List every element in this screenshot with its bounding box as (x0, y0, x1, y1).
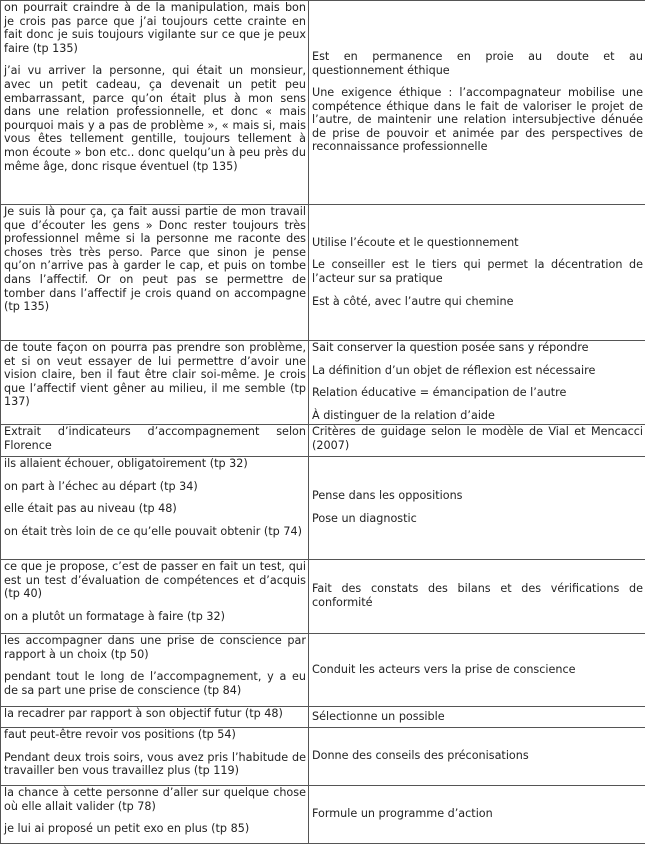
criterion-text: Pose un diagnostic (312, 512, 643, 526)
excerpt-text: la chance à cette personne d’aller sur quelque chose où elle allait valider (tp 78) (4, 786, 306, 813)
excerpt-text: faut peut-être revoir vos positions (tp 54) (4, 728, 306, 742)
excerpt-text: on pourrait craindre à de la manipulation, mais bon je crois pas parce que j’ai toujours cette crainte en fait donc je suis toujours vigilante sur ce que je peux faire (tp 135) (4, 1, 306, 55)
excerpt-text: Pendant deux trois soirs, vous avez pris l’habitude de travailler ben vous travaillez plus (tp 119) (4, 751, 306, 778)
column-header-indicators (1, 425, 309, 457)
excerpt-text: Je suis là pour ça, ça fait aussi partie de mon travail que d’écouter les gens » Donc rester toujours très professionnel même si la personne me raconte des choses très très perso. Parce que sinon je pense qu’on n’arrive pas à garder le cap, et puis on tombe dans l’affectif. Or on peut pas se permettre de tomber dans l’affectif je crois quand on accompagne (tp 135) (4, 205, 306, 314)
table-row (1, 457, 645, 560)
interview-excerpt-cell (1, 1, 309, 205)
excerpt-text: on a plutôt un formatage à faire (tp 32) (4, 610, 306, 624)
interview-excerpt-cell (1, 634, 309, 707)
criterion-text: Le conseiller est le tiers qui permet la décentration de l’acteur sur sa pratique (312, 258, 643, 285)
criterion-text: Pense dans les oppositions (312, 489, 643, 503)
criterion-text: À distinguer de la relation d’aide (312, 409, 643, 423)
criterion-text: La définition d’un objet de réflexion est nécessaire (312, 364, 643, 378)
criteria-cell (309, 728, 645, 786)
interview-excerpt-cell (1, 786, 309, 844)
criteria-cell (309, 205, 645, 341)
criterion-text: Utilise l’écoute et le questionnement (312, 236, 643, 250)
criterion-text: Conduit les acteurs vers la prise de conscience (312, 663, 643, 677)
criterion-text: Donne des conseils des préconisations (312, 749, 643, 763)
excerpt-text: ce que je propose, c’est de passer en fait un test, qui est un test d’évaluation de compétences et d’acquis (tp 40) (4, 560, 306, 601)
criteria-cell (309, 1, 645, 205)
table-row (1, 1, 645, 205)
interview-excerpt-cell (1, 457, 309, 560)
table-row (1, 728, 645, 786)
table-row (1, 786, 645, 844)
criterion-text: Sélectionne un possible (312, 710, 643, 724)
criterion-text: Est en permanence en proie au doute et au questionnement éthique (312, 50, 643, 77)
header-text: Critères de guidage selon le modèle de Vial et Mencacci (2007) (312, 425, 643, 452)
criteria-cell (309, 707, 645, 728)
interview-excerpt-cell (1, 707, 309, 728)
table-row (1, 341, 645, 425)
header-text: Extrait d’indicateurs d’accompagnement selon Florence (4, 425, 306, 452)
criteria-cell (309, 786, 645, 844)
criteria-cell (309, 634, 645, 707)
table-row (1, 560, 645, 634)
excerpt-text: pendant tout le long de l’accompagnement, y a eu de sa part une prise de conscience (tp 84) (4, 670, 306, 697)
table-row (1, 634, 645, 707)
criterion-text: Est à côté, avec l’autre qui chemine (312, 295, 643, 309)
table-row (1, 205, 645, 341)
criterion-text: Relation éducative = émancipation de l’autre (312, 386, 643, 400)
excerpt-text: je lui ai proposé un petit exo en plus (tp 85) (4, 822, 306, 836)
excerpt-text: j’ai vu arriver la personne, qui était un monsieur, avec un petit cadeau, ça devenait un petit peu embarrassant, parce qu’on était plus à mon sens dans une relation professionnelle, et donc « mais pourquoi mais y a pas de problème », « mais si, mais vous êtes tellement gentille, toujours tellement à mon écoute » bon etc.. donc quelqu’un à peu près du même âge, donc risque éventuel (tp 135) (4, 64, 306, 173)
table-header-row (1, 425, 645, 457)
interview-excerpt-cell (1, 205, 309, 341)
table-row (1, 707, 645, 728)
criterion-text: Sait conserver la question posée sans y répondre (312, 341, 643, 355)
excerpt-text: les accompagner dans une prise de conscience par rapport à un choix (tp 50) (4, 634, 306, 661)
criteria-cell (309, 457, 645, 560)
criterion-text: Fait des constats des bilans et des vérifications de conformité (312, 582, 643, 609)
criteria-cell (309, 341, 645, 425)
excerpt-text: on part à l’échec au départ (tp 34) (4, 480, 306, 494)
table-body (1, 1, 645, 844)
interview-excerpt-cell (1, 560, 309, 634)
criteria-cell (309, 560, 645, 634)
interview-excerpt-cell (1, 728, 309, 786)
criterion-text: Une exigence éthique : l’accompagnateur mobilise une compétence éthique dans le fait de valoriser le projet de l’autre, de maintenir une relation intersubjective dénuée de prise de pouvoir et animée par des perspectives de reconnaissance professionnelle (312, 86, 643, 154)
interview-excerpt-cell (1, 341, 309, 425)
excerpt-text: ils allaient échouer, obligatoirement (tp 32) (4, 457, 306, 471)
criterion-text: Formule un programme d’action (312, 807, 643, 821)
excerpt-text: la recadrer par rapport à son objectif futur (tp 48) (4, 707, 306, 721)
excerpt-text: elle était pas au niveau (tp 48) (4, 502, 306, 516)
excerpt-text: on était très loin de ce qu’elle pouvait obtenir (tp 74) (4, 525, 306, 539)
excerpt-text: de toute façon on pourra pas prendre son problème, et si on veut essayer de lui permettre d’avoir une vision claire, ben il faut être clair soi-même. Je crois que l’affectif vient gêner au milieu, il me semble (tp 137) (4, 341, 306, 409)
column-header-criteria (309, 425, 645, 457)
